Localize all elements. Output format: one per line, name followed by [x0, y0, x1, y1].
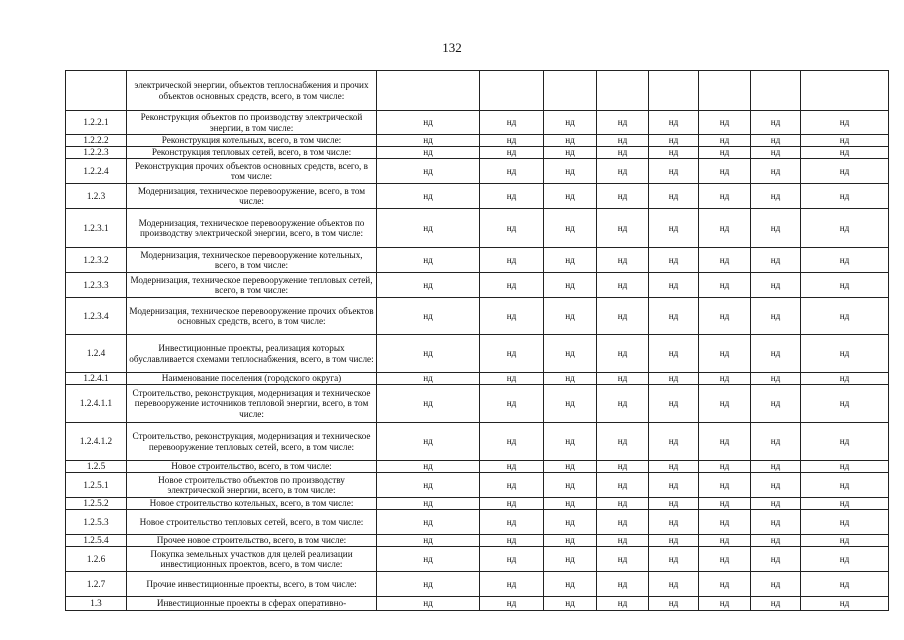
value-cell: нд — [801, 159, 889, 184]
value-cell: нд — [597, 385, 649, 423]
value-cell: нд — [480, 572, 544, 597]
value-cell: нд — [699, 209, 751, 248]
table-row — [66, 248, 889, 273]
value-cell: нд — [649, 572, 699, 597]
value-cell: нд — [480, 159, 544, 184]
value-cell: нд — [480, 597, 544, 611]
row-description: Модернизация, техническое перевооружение тепловых сетей, всего, в том числе: — [127, 273, 377, 298]
value-cell: нд — [480, 298, 544, 335]
value-cell: нд — [377, 423, 480, 461]
value-cell: нд — [699, 473, 751, 498]
value-cell: нд — [801, 273, 889, 298]
value-cell: нд — [699, 510, 751, 535]
value-cell: нд — [377, 298, 480, 335]
table-body — [66, 71, 889, 611]
value-cell: нд — [751, 147, 801, 159]
value-cell: нд — [480, 423, 544, 461]
value-cell: нд — [597, 135, 649, 147]
value-cell: нд — [751, 535, 801, 547]
row-description: Модернизация, техническое перевооружение, всего, в том числе: — [127, 184, 377, 209]
row-code: 1.2.3.4 — [66, 298, 127, 335]
value-cell: нд — [801, 597, 889, 611]
row-description: Инвестиционные проекты в сферах оперативно- — [127, 597, 377, 611]
value-cell: нд — [649, 597, 699, 611]
row-code: 1.2.2.3 — [66, 147, 127, 159]
value-cell: нд — [751, 248, 801, 273]
value-cell: нд — [544, 111, 597, 135]
value-cell: нд — [377, 111, 480, 135]
value-cell: нд — [377, 135, 480, 147]
table-row — [66, 461, 889, 473]
value-cell: нд — [597, 184, 649, 209]
row-code: 1.2.2.1 — [66, 111, 127, 135]
value-cell: нд — [597, 209, 649, 248]
value-cell: нд — [597, 248, 649, 273]
value-cell: нд — [751, 423, 801, 461]
data-table — [65, 70, 889, 611]
row-code: 1.2.5.3 — [66, 510, 127, 535]
table-row — [66, 510, 889, 535]
table-row — [66, 373, 889, 385]
value-cell: нд — [544, 572, 597, 597]
value-cell: нд — [597, 159, 649, 184]
row-code: 1.2.3 — [66, 184, 127, 209]
value-cell: нд — [649, 159, 699, 184]
value-cell — [377, 71, 480, 111]
value-cell: нд — [649, 535, 699, 547]
value-cell: нд — [544, 135, 597, 147]
value-cell: нд — [751, 597, 801, 611]
row-code — [66, 71, 127, 111]
row-description: Инвестиционные проекты, реализация которых обуславливается схемами теплоснабжения, всего, в том числе: — [127, 335, 377, 373]
value-cell: нд — [801, 535, 889, 547]
value-cell: нд — [699, 572, 751, 597]
value-cell: нд — [751, 159, 801, 184]
row-code: 1.2.5.1 — [66, 473, 127, 498]
value-cell: нд — [480, 510, 544, 535]
value-cell: нд — [649, 498, 699, 510]
row-description: Прочее новое строительство, всего, в том числе: — [127, 535, 377, 547]
row-description: Строительство, реконструкция, модернизация и техническое перевооружение тепловых сетей, всего, в том числе: — [127, 423, 377, 461]
value-cell: нд — [801, 135, 889, 147]
value-cell: нд — [751, 473, 801, 498]
value-cell: нд — [751, 273, 801, 298]
value-cell: нд — [699, 273, 751, 298]
value-cell — [699, 71, 751, 111]
value-cell: нд — [480, 547, 544, 572]
value-cell: нд — [544, 209, 597, 248]
value-cell: нд — [480, 473, 544, 498]
row-description: Модернизация, техническое перевооружение объектов по производству электрической энергии, всего, в том числе: — [127, 209, 377, 248]
value-cell: нд — [377, 535, 480, 547]
value-cell: нд — [544, 385, 597, 423]
value-cell: нд — [544, 498, 597, 510]
value-cell: нд — [480, 535, 544, 547]
value-cell: нд — [544, 510, 597, 535]
value-cell: нд — [649, 248, 699, 273]
table-row — [66, 572, 889, 597]
value-cell: нд — [801, 547, 889, 572]
table-row — [66, 597, 889, 611]
value-cell: нд — [699, 597, 751, 611]
value-cell: нд — [649, 298, 699, 335]
value-cell: нд — [377, 248, 480, 273]
value-cell: нд — [801, 184, 889, 209]
value-cell: нд — [597, 298, 649, 335]
row-code: 1.2.4 — [66, 335, 127, 373]
value-cell: нд — [751, 184, 801, 209]
row-code: 1.2.3.3 — [66, 273, 127, 298]
value-cell: нд — [751, 298, 801, 335]
value-cell: нд — [480, 461, 544, 473]
value-cell: нд — [649, 209, 699, 248]
row-code: 1.2.2.4 — [66, 159, 127, 184]
value-cell: нд — [377, 473, 480, 498]
value-cell: нд — [377, 335, 480, 373]
row-code: 1.2.4.1.2 — [66, 423, 127, 461]
value-cell: нд — [751, 111, 801, 135]
value-cell: нд — [649, 423, 699, 461]
value-cell: нд — [377, 547, 480, 572]
value-cell: нд — [377, 572, 480, 597]
row-description: Наименование поселения (городского округа) — [127, 373, 377, 385]
table-row — [66, 184, 889, 209]
value-cell: нд — [801, 373, 889, 385]
value-cell: нд — [699, 298, 751, 335]
value-cell: нд — [377, 273, 480, 298]
value-cell: нд — [480, 498, 544, 510]
value-cell: нд — [480, 335, 544, 373]
value-cell — [544, 71, 597, 111]
value-cell: нд — [544, 597, 597, 611]
value-cell: нд — [597, 572, 649, 597]
row-code: 1.2.2.2 — [66, 135, 127, 147]
value-cell: нд — [377, 597, 480, 611]
value-cell — [801, 71, 889, 111]
value-cell: нд — [649, 385, 699, 423]
value-cell: нд — [751, 385, 801, 423]
value-cell: нд — [597, 535, 649, 547]
value-cell: нд — [751, 572, 801, 597]
table-row — [66, 71, 889, 111]
row-code: 1.2.4.1.1 — [66, 385, 127, 423]
value-cell: нд — [699, 184, 751, 209]
value-cell: нд — [480, 147, 544, 159]
value-cell: нд — [597, 111, 649, 135]
value-cell: нд — [597, 335, 649, 373]
row-description: Новое строительство, всего, в том числе: — [127, 461, 377, 473]
value-cell: нд — [480, 385, 544, 423]
value-cell: нд — [801, 335, 889, 373]
value-cell: нд — [699, 498, 751, 510]
value-cell: нд — [377, 498, 480, 510]
value-cell: нд — [377, 510, 480, 535]
table-row — [66, 147, 889, 159]
table-row — [66, 473, 889, 498]
row-description: Реконструкция объектов по производству электрической энергии, в том числе: — [127, 111, 377, 135]
value-cell: нд — [597, 547, 649, 572]
value-cell: нд — [699, 111, 751, 135]
value-cell — [597, 71, 649, 111]
value-cell: нд — [751, 373, 801, 385]
value-cell: нд — [544, 147, 597, 159]
value-cell: нд — [751, 209, 801, 248]
value-cell: нд — [544, 273, 597, 298]
value-cell: нд — [649, 510, 699, 535]
value-cell: нд — [480, 184, 544, 209]
value-cell: нд — [751, 461, 801, 473]
table-row — [66, 385, 889, 423]
row-code: 1.2.6 — [66, 547, 127, 572]
table-row — [66, 135, 889, 147]
row-description: Реконструкция котельных, всего, в том числе: — [127, 135, 377, 147]
value-cell: нд — [699, 535, 751, 547]
value-cell: нд — [699, 159, 751, 184]
value-cell: нд — [597, 423, 649, 461]
value-cell: нд — [377, 385, 480, 423]
value-cell: нд — [597, 597, 649, 611]
value-cell: нд — [544, 423, 597, 461]
row-code: 1.3 — [66, 597, 127, 611]
value-cell: нд — [751, 135, 801, 147]
row-description: Реконструкция тепловых сетей, всего, в том числе: — [127, 147, 377, 159]
row-description: Новое строительство тепловых сетей, всего, в том числе: — [127, 510, 377, 535]
row-description: Новое строительство котельных, всего, в том числе: — [127, 498, 377, 510]
value-cell: нд — [480, 248, 544, 273]
value-cell: нд — [751, 510, 801, 535]
row-code: 1.2.3.1 — [66, 209, 127, 248]
row-code: 1.2.7 — [66, 572, 127, 597]
value-cell: нд — [597, 510, 649, 535]
value-cell: нд — [649, 147, 699, 159]
value-cell: нд — [751, 335, 801, 373]
value-cell: нд — [377, 159, 480, 184]
value-cell: нд — [377, 209, 480, 248]
row-code: 1.2.4.1 — [66, 373, 127, 385]
value-cell: нд — [699, 547, 751, 572]
value-cell: нд — [801, 510, 889, 535]
table-row — [66, 273, 889, 298]
row-description: Строительство, реконструкция, модернизация и техническое перевооружение источников тепловой энергии, всего, в том числе: — [127, 385, 377, 423]
value-cell: нд — [649, 273, 699, 298]
value-cell: нд — [649, 473, 699, 498]
value-cell: нд — [480, 209, 544, 248]
value-cell: нд — [597, 473, 649, 498]
value-cell: нд — [480, 135, 544, 147]
value-cell: нд — [751, 547, 801, 572]
value-cell: нд — [377, 147, 480, 159]
page-number: 132 — [442, 40, 462, 55]
table-row — [66, 298, 889, 335]
value-cell: нд — [801, 147, 889, 159]
value-cell: нд — [597, 373, 649, 385]
value-cell: нд — [751, 498, 801, 510]
value-cell: нд — [544, 547, 597, 572]
value-cell: нд — [699, 461, 751, 473]
row-code: 1.2.5.2 — [66, 498, 127, 510]
value-cell: нд — [544, 335, 597, 373]
table-row — [66, 335, 889, 373]
value-cell: нд — [649, 373, 699, 385]
value-cell: нд — [801, 111, 889, 135]
row-description: Покупка земельных участков для целей реализации инвестиционных проектов, всего, в том числе: — [127, 547, 377, 572]
value-cell: нд — [544, 535, 597, 547]
row-description: Прочие инвестиционные проекты, всего, в том числе: — [127, 572, 377, 597]
value-cell — [751, 71, 801, 111]
value-cell: нд — [699, 135, 751, 147]
value-cell: нд — [597, 273, 649, 298]
value-cell: нд — [699, 147, 751, 159]
value-cell: нд — [377, 184, 480, 209]
value-cell: нд — [649, 135, 699, 147]
value-cell: нд — [544, 159, 597, 184]
value-cell: нд — [801, 572, 889, 597]
table-row — [66, 111, 889, 135]
value-cell: нд — [801, 209, 889, 248]
value-cell — [649, 71, 699, 111]
table-row — [66, 159, 889, 184]
value-cell: нд — [801, 248, 889, 273]
value-cell: нд — [544, 473, 597, 498]
value-cell: нд — [649, 184, 699, 209]
table-row — [66, 498, 889, 510]
value-cell: нд — [649, 335, 699, 373]
value-cell: нд — [649, 461, 699, 473]
value-cell: нд — [377, 461, 480, 473]
row-code: 1.2.3.2 — [66, 248, 127, 273]
value-cell: нд — [544, 248, 597, 273]
row-description: электрической энергии, объектов теплоснабжения и прочих объектов основных средств, всего, в том числе: — [127, 71, 377, 111]
value-cell: нд — [801, 298, 889, 335]
table-row — [66, 423, 889, 461]
value-cell: нд — [801, 498, 889, 510]
value-cell: нд — [649, 111, 699, 135]
value-cell: нд — [480, 273, 544, 298]
value-cell: нд — [649, 547, 699, 572]
value-cell: нд — [377, 373, 480, 385]
value-cell: нд — [699, 248, 751, 273]
value-cell: нд — [801, 423, 889, 461]
value-cell: нд — [801, 385, 889, 423]
row-code: 1.2.5 — [66, 461, 127, 473]
value-cell: нд — [597, 461, 649, 473]
value-cell — [480, 71, 544, 111]
value-cell: нд — [801, 461, 889, 473]
value-cell: нд — [597, 498, 649, 510]
value-cell: нд — [699, 385, 751, 423]
table-row — [66, 209, 889, 248]
row-description: Реконструкция прочих объектов основных средств, всего, в том числе: — [127, 159, 377, 184]
value-cell: нд — [699, 335, 751, 373]
table-row — [66, 535, 889, 547]
value-cell: нд — [480, 373, 544, 385]
value-cell: нд — [699, 423, 751, 461]
value-cell: нд — [544, 461, 597, 473]
table-row — [66, 547, 889, 572]
row-description: Новое строительство объектов по производству электрической энергии, всего, в том числе: — [127, 473, 377, 498]
row-description: Модернизация, техническое перевооружение котельных, всего, в том числе: — [127, 248, 377, 273]
row-code: 1.2.5.4 — [66, 535, 127, 547]
value-cell: нд — [544, 298, 597, 335]
value-cell: нд — [544, 184, 597, 209]
value-cell: нд — [544, 373, 597, 385]
value-cell: нд — [699, 373, 751, 385]
row-description: Модернизация, техническое перевооружение прочих объектов основных средств, всего, в том числе: — [127, 298, 377, 335]
value-cell: нд — [801, 473, 889, 498]
value-cell: нд — [480, 111, 544, 135]
value-cell: нд — [597, 147, 649, 159]
